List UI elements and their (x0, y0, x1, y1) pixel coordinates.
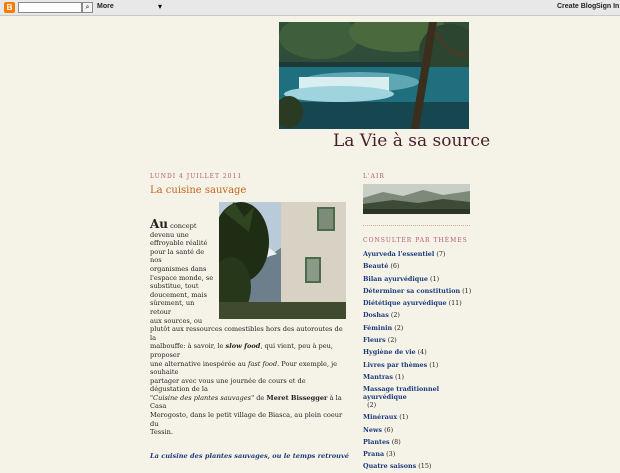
site-title[interactable]: La Vie à sa source (333, 131, 491, 151)
post-date: LUNDI 4 JUILLET 2011 (150, 173, 243, 180)
post-line: aux sources, ou (150, 316, 203, 325)
label-link[interactable]: Féminin (363, 323, 393, 332)
post-book-title: Cuisine des plantes sauvages (153, 393, 252, 402)
blogger-navbar (0, 0, 620, 16)
label-link[interactable]: Fleurs (363, 336, 386, 345)
label-count: (6) (390, 262, 400, 271)
blogger-logo-icon[interactable]: B (4, 2, 15, 13)
label-count: (7) (436, 250, 446, 258)
post-line: Tessin. (150, 428, 174, 437)
label-count: (2) (387, 336, 397, 345)
label-item (363, 285, 473, 297)
post-emphasis: fast food (248, 359, 278, 368)
label-count: (1) (462, 286, 472, 295)
label-count: (3) (386, 450, 396, 459)
post-text: à la Casa (150, 393, 342, 411)
label-count: (1) (430, 274, 440, 283)
search-icon[interactable]: ⌕ (82, 2, 93, 13)
post-line: organismes dans (150, 264, 207, 273)
label-link[interactable]: News (363, 425, 383, 434)
post-line: pour la santé de nos (150, 247, 205, 265)
more-menu-button[interactable]: More (97, 3, 114, 10)
chevron-down-icon[interactable]: ▾ (158, 2, 163, 11)
post-line: sûrement, un retour (150, 299, 195, 316)
post-line: partager avec vous une journée de cours et de dégustation de la (150, 376, 306, 394)
post-intro-column (150, 217, 216, 325)
label-item (363, 322, 473, 334)
post-text: . Pour exemple, je souhaite (150, 359, 338, 377)
label-item (363, 424, 473, 436)
label-count: (4) (417, 348, 427, 357)
post-line: Merogosto, dans le petit village de Biasca, au plein coeur du (150, 411, 343, 428)
label-item (363, 460, 473, 472)
post-line: substitue, tout (150, 282, 199, 291)
label-count: (1) (399, 413, 409, 422)
header-waterfall-image[interactable] (279, 22, 469, 129)
label-item (363, 297, 473, 309)
post-title[interactable]: La cuisine sauvage (150, 185, 247, 196)
label-item (363, 248, 473, 260)
label-item (363, 346, 473, 358)
label-link[interactable]: Hygiène de vie (363, 348, 416, 357)
label-link[interactable]: Diététique ayurvédique (363, 299, 447, 308)
label-link[interactable]: Déterminer sa constitution (363, 286, 461, 295)
post-line: effroyable réalité (150, 239, 208, 248)
post-body (150, 217, 347, 437)
sidebar-labels-title: CONSULTER PAR THÈMES (363, 237, 468, 244)
sign-in-link[interactable]: Sign In (596, 3, 620, 10)
label-item (363, 383, 473, 411)
label-count: (1) (394, 372, 405, 381)
label-link[interactable]: Prana (363, 450, 385, 459)
label-count: (15) (418, 462, 432, 471)
label-item (363, 309, 473, 321)
post-text: , qui vient, peu à peu, proposer (150, 342, 334, 359)
post-emphasis: slow food (225, 342, 261, 351)
post-line: doucement, mais (150, 290, 207, 299)
post-line: plutôt aux ressources comestibles hors des autoroutes de la (150, 325, 343, 342)
post-text: une alternative inespérée au (150, 359, 248, 368)
post-line: l'espace monde, se (150, 273, 214, 282)
post-text: " (150, 393, 154, 402)
sidebar-landscape-image[interactable] (363, 184, 470, 214)
label-link[interactable]: Bilan ayurvédique (363, 274, 428, 283)
label-count: (6) (384, 425, 394, 434)
post-author: Meret Bissegger (266, 393, 328, 402)
label-list (363, 248, 473, 473)
post-text: " de (251, 393, 267, 402)
label-link[interactable]: Plantes (363, 437, 390, 446)
label-count: (8) (391, 437, 401, 446)
label-count: (2) (367, 401, 377, 410)
search-input[interactable] (18, 2, 82, 13)
sidebar-divider (363, 225, 470, 226)
label-link[interactable]: Beauté (363, 262, 389, 271)
post-dropcap: Au (150, 217, 169, 231)
sidebar-air-title: L'AIR (363, 173, 385, 180)
label-item (363, 411, 473, 423)
post-line: concept (168, 222, 197, 230)
label-link[interactable]: Livres par thèmes (363, 360, 428, 369)
label-link[interactable]: Doshas (363, 311, 389, 320)
label-link[interactable]: Minéraux (363, 413, 398, 422)
label-count: (11) (448, 299, 462, 308)
post-line: devenu une (150, 230, 189, 239)
post-text: malbouffe: à savoir, le (150, 342, 226, 351)
post-caption: La cuisine des plantes sauvages, ou le temps retrouvé (150, 452, 349, 460)
label-link[interactable]: Quatre saisons (363, 462, 417, 471)
label-link[interactable]: Ayurveda l'essentiel (363, 250, 435, 258)
label-link[interactable]: Mantras (363, 372, 393, 381)
label-item (363, 448, 473, 460)
label-count: (2) (390, 311, 400, 320)
label-item (363, 273, 473, 285)
label-link[interactable]: Massage traditionnel ayurvédique (363, 385, 440, 402)
label-item (363, 334, 473, 346)
label-item (363, 260, 473, 272)
label-count: (1) (429, 360, 439, 369)
label-item (363, 359, 473, 371)
label-count: (2) (394, 323, 404, 332)
label-item (363, 436, 473, 448)
create-blog-link[interactable]: Create Blog (557, 3, 597, 10)
label-item (363, 371, 473, 383)
